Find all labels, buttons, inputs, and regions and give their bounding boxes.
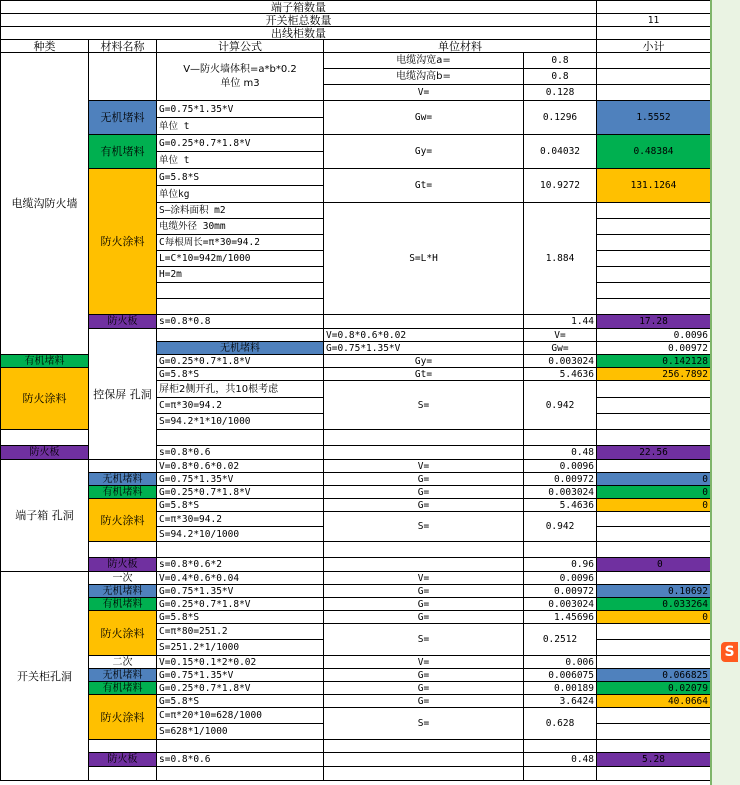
cell[interactable]	[157, 329, 324, 342]
formula[interactable]: L=C*10=942m/1000	[157, 251, 324, 267]
unit-value[interactable]: 0.00972	[597, 342, 711, 355]
param-label[interactable]: 电缆沟宽a=	[324, 53, 524, 69]
formula[interactable]: G=0.75*1.35*V	[157, 101, 324, 118]
subtotal[interactable]: 0	[597, 611, 711, 624]
formula[interactable]: G=5.8*S	[157, 499, 324, 512]
cell[interactable]	[597, 460, 711, 473]
formula[interactable]: G=0.25*0.7*1.8*V	[157, 598, 324, 611]
cell[interactable]	[597, 656, 711, 669]
column-header[interactable]: 小计	[597, 40, 711, 53]
switch-cabinet-total-label[interactable]: 开关柜总数量	[1, 14, 597, 27]
formula[interactable]: S=628*1/1000	[157, 724, 324, 740]
unit-value[interactable]: 0.2512	[524, 624, 597, 656]
unit-value[interactable]: 0.003024	[524, 486, 597, 499]
var[interactable]: Gt=	[324, 368, 524, 381]
cell[interactable]	[597, 69, 711, 85]
subtotal[interactable]: 256.7892	[597, 368, 711, 381]
cell[interactable]	[597, 85, 711, 101]
material-coating[interactable]: 防火涂料	[1, 368, 89, 430]
var[interactable]: Gy=	[324, 135, 524, 169]
material-coating[interactable]: 防火涂料	[89, 611, 157, 656]
cell[interactable]	[597, 251, 711, 267]
cell[interactable]	[597, 283, 711, 299]
formula[interactable]: C=π*80=251.2	[157, 624, 324, 640]
cell[interactable]	[324, 767, 524, 781]
cell[interactable]	[597, 398, 711, 414]
formula[interactable]: G=5.8*S	[157, 169, 324, 186]
cell[interactable]	[89, 53, 157, 101]
unit-value[interactable]: 5.4636	[524, 499, 597, 512]
material-board[interactable]: 防火板	[1, 446, 89, 460]
var[interactable]: G=	[324, 682, 524, 695]
cell[interactable]	[324, 753, 524, 767]
material-inorganic[interactable]: 无机堵料	[89, 101, 157, 135]
param-value[interactable]: 0.128	[524, 85, 597, 101]
cell[interactable]	[597, 53, 711, 69]
formula[interactable]: C=π*30=94.2	[157, 512, 324, 527]
formula[interactable]: s=0.8*0.8	[157, 315, 324, 329]
cell[interactable]	[597, 527, 711, 542]
cell[interactable]	[157, 283, 324, 299]
formula[interactable]: G=5.8*S	[157, 368, 324, 381]
var[interactable]: G=	[324, 585, 524, 598]
formula[interactable]: G=0.75*1.35*V	[157, 669, 324, 682]
cell[interactable]	[524, 430, 597, 446]
formula[interactable]: S=94.2*10/1000	[157, 527, 324, 542]
cell[interactable]	[324, 315, 524, 329]
formula[interactable]: S=94.2*1*10/1000	[157, 414, 324, 430]
column-header[interactable]: 单位材料	[324, 40, 597, 53]
var[interactable]: V=	[324, 460, 524, 473]
unit-value[interactable]: 0.006	[524, 656, 597, 669]
column-header[interactable]: 材料名称	[89, 40, 157, 53]
subtotal[interactable]: 17.28	[597, 315, 711, 329]
var[interactable]: G=	[324, 499, 524, 512]
unit-value[interactable]: 0.003024	[524, 355, 597, 368]
var[interactable]: Gw=	[524, 342, 597, 355]
unit-value[interactable]: 0.0096	[524, 572, 597, 585]
cell[interactable]	[324, 430, 524, 446]
material-organic[interactable]: 有机堵料	[89, 486, 157, 499]
unit-value[interactable]: 0.00189	[524, 682, 597, 695]
subtotal[interactable]: 0	[597, 486, 711, 499]
cell[interactable]	[524, 542, 597, 558]
cell[interactable]	[89, 767, 157, 781]
cell[interactable]	[597, 624, 711, 640]
formula[interactable]: G=0.75*1.35*V	[324, 342, 524, 355]
var[interactable]: S=	[324, 381, 524, 430]
subtotal[interactable]: 131.1264	[597, 169, 711, 203]
var[interactable]: S=L*H	[324, 203, 524, 315]
unit-value[interactable]: 1.45696	[524, 611, 597, 624]
cell[interactable]	[597, 724, 711, 740]
material-board[interactable]: 防火板	[89, 315, 157, 329]
material-inorganic[interactable]: 无机堵料	[157, 342, 324, 355]
subtotal[interactable]: 22.56	[597, 446, 711, 460]
subtotal[interactable]: 0	[597, 558, 711, 572]
cell[interactable]	[524, 740, 597, 753]
formula[interactable]: G=0.25*0.7*1.8*V	[157, 135, 324, 152]
unit-value[interactable]: 0.48	[524, 753, 597, 767]
cell[interactable]	[597, 542, 711, 558]
cell[interactable]	[157, 767, 324, 781]
cell[interactable]	[324, 558, 524, 572]
material-board[interactable]: 防火板	[89, 753, 157, 767]
material-board[interactable]: 防火板	[89, 558, 157, 572]
formula[interactable]: V=0.8*0.6*0.02	[157, 460, 324, 473]
cell[interactable]	[157, 740, 324, 753]
subtotal[interactable]: 0.02079	[597, 682, 711, 695]
formula[interactable]: G=5.8*S	[157, 695, 324, 708]
material-inorganic[interactable]: 无机堵料	[89, 473, 157, 486]
category-panel-hole[interactable]: 控保屏 孔洞	[89, 329, 157, 460]
volume-formula[interactable]: V—防火墙体积=a*b*0.2 单位 m3	[157, 53, 324, 101]
formula[interactable]: V=0.15*0.1*2*0.02	[157, 656, 324, 669]
cell[interactable]	[597, 219, 711, 235]
var[interactable]: Gy=	[324, 355, 524, 368]
terminal-box-qty-value[interactable]	[597, 1, 711, 14]
category-switch-cabinet-hole[interactable]: 开关柜孔洞	[1, 572, 89, 781]
subtotal[interactable]: 0	[597, 499, 711, 512]
material-organic[interactable]: 有机堵料	[89, 682, 157, 695]
material-coating[interactable]: 防火涂料	[89, 499, 157, 542]
var[interactable]: G=	[324, 669, 524, 682]
cell[interactable]	[597, 381, 711, 398]
formula[interactable]: 电缆外径 30mm	[157, 219, 324, 235]
formula[interactable]: 屏柜2侧开孔，共10根考虑	[157, 381, 324, 398]
subtotal[interactable]: 0.033264	[597, 598, 711, 611]
cell[interactable]	[157, 430, 324, 446]
subtotal[interactable]: 0.10692	[597, 585, 711, 598]
unit-value[interactable]: 1.884	[524, 203, 597, 315]
var[interactable]: Gt=	[324, 169, 524, 203]
cell[interactable]	[524, 767, 597, 781]
unit-value[interactable]: 0.003024	[524, 598, 597, 611]
subtotal[interactable]: 1.5552	[597, 101, 711, 135]
subtotal[interactable]: 0.066825	[597, 669, 711, 682]
formula[interactable]: S—涂料面积 m2	[157, 203, 324, 219]
window-edge	[710, 0, 740, 785]
unit-value[interactable]: 0.48	[524, 446, 597, 460]
unit-value[interactable]: 0.04032	[524, 135, 597, 169]
var[interactable]: Gw=	[324, 101, 524, 135]
category-cable-trench[interactable]: 电缆沟防火墙	[1, 53, 89, 355]
unit-value[interactable]: 0.0096	[597, 329, 711, 342]
material-inorganic[interactable]: 无机堵料	[89, 669, 157, 682]
cell[interactable]	[89, 460, 157, 473]
formula[interactable]: G=0.25*0.7*1.8*V	[157, 682, 324, 695]
unit-value[interactable]: 10.9272	[524, 169, 597, 203]
unit-value[interactable]: 1.44	[524, 315, 597, 329]
formula[interactable]: s=0.8*0.6*2	[157, 558, 324, 572]
var[interactable]: S=	[324, 512, 524, 542]
cell[interactable]	[597, 767, 711, 781]
formula-unit[interactable]: 单位kg	[157, 186, 324, 203]
category-terminal-box-hole[interactable]: 端子箱 孔洞	[1, 460, 89, 572]
cell[interactable]	[597, 640, 711, 656]
sub-label-secondary[interactable]: 二次	[89, 656, 157, 669]
cell[interactable]	[597, 414, 711, 430]
formula[interactable]: S=251.2*1/1000	[157, 640, 324, 656]
material-inorganic[interactable]: 无机堵料	[89, 585, 157, 598]
formula[interactable]: C=π*30=94.2	[157, 398, 324, 414]
material-coating[interactable]: 防火涂料	[89, 169, 157, 315]
unit-value[interactable]: 0.00972	[524, 585, 597, 598]
unit-value[interactable]: 0.00972	[524, 473, 597, 486]
subtotal[interactable]: 0.142128	[597, 355, 711, 368]
unit-value[interactable]: 5.4636	[524, 368, 597, 381]
cell[interactable]	[597, 740, 711, 753]
formula[interactable]: G=5.8*S	[157, 611, 324, 624]
param-label[interactable]: V=	[324, 85, 524, 101]
outlet-cabinet-qty-label[interactable]: 出线柜数量	[1, 27, 597, 40]
var[interactable]: G=	[324, 486, 524, 499]
var[interactable]: G=	[324, 598, 524, 611]
unit-value[interactable]: 0.1296	[524, 101, 597, 135]
input-method-logo-icon[interactable]: S	[721, 642, 738, 662]
cell[interactable]	[89, 740, 157, 753]
unit-value[interactable]: 3.6424	[524, 695, 597, 708]
material-organic[interactable]: 有机堵料	[89, 135, 157, 169]
cell[interactable]	[597, 267, 711, 283]
formula[interactable]: G=0.75*1.35*V	[157, 473, 324, 486]
subtotal[interactable]: 5.28	[597, 753, 711, 767]
cell[interactable]	[597, 299, 711, 315]
unit-value[interactable]: 0.942	[524, 512, 597, 542]
subtotal[interactable]: 0	[597, 473, 711, 486]
column-header[interactable]: 种类	[1, 40, 89, 53]
param-value[interactable]: 0.8	[524, 69, 597, 85]
cell[interactable]	[597, 512, 711, 527]
unit-value[interactable]: 0.96	[524, 558, 597, 572]
subtotal[interactable]: 40.0664	[597, 695, 711, 708]
var[interactable]: V=	[524, 329, 597, 342]
column-header-row	[1, 40, 711, 53]
cell[interactable]	[597, 572, 711, 585]
switch-cabinet-total-value[interactable]: 11	[597, 14, 711, 27]
cell[interactable]	[324, 542, 524, 558]
cell[interactable]	[324, 446, 524, 460]
var[interactable]: S=	[324, 708, 524, 740]
param-value[interactable]: 0.8	[524, 53, 597, 69]
formula[interactable]: V=0.8*0.6*0.02	[324, 329, 524, 342]
unit-value[interactable]: 0.006075	[524, 669, 597, 682]
cell[interactable]	[597, 235, 711, 251]
material-organic[interactable]: 有机堵料	[1, 355, 89, 368]
material-organic[interactable]: 有机堵料	[89, 598, 157, 611]
formula[interactable]: s=0.8*0.6	[157, 446, 324, 460]
var[interactable]: V=	[324, 572, 524, 585]
var[interactable]: S=	[324, 624, 524, 656]
formula[interactable]: G=0.25*0.7*1.8*V	[157, 486, 324, 499]
formula-unit[interactable]: 单位 t	[157, 118, 324, 135]
sub-label-primary[interactable]: 一次	[89, 572, 157, 585]
formula-unit[interactable]: 单位 t	[157, 152, 324, 169]
unit-value[interactable]: 0.628	[524, 708, 597, 740]
cell[interactable]	[597, 430, 711, 446]
cell[interactable]	[89, 542, 157, 558]
unit-value[interactable]: 0.0096	[524, 460, 597, 473]
formula[interactable]: s=0.8*0.6	[157, 753, 324, 767]
cell[interactable]	[157, 299, 324, 315]
column-header[interactable]: 计算公式	[157, 40, 324, 53]
formula[interactable]: H=2m	[157, 267, 324, 283]
cell[interactable]	[597, 203, 711, 219]
cell[interactable]	[597, 708, 711, 724]
var[interactable]: V=	[324, 656, 524, 669]
cell[interactable]	[157, 542, 324, 558]
var[interactable]: G=	[324, 473, 524, 486]
formula[interactable]: V=0.4*0.6*0.04	[157, 572, 324, 585]
param-label[interactable]: 电缆沟高b=	[324, 69, 524, 85]
outlet-cabinet-qty-value[interactable]	[597, 27, 711, 40]
formula[interactable]: C=π*20*10=628/1000	[157, 708, 324, 724]
formula[interactable]: G=0.25*0.7*1.8*V	[157, 355, 324, 368]
terminal-box-qty-label[interactable]: 端子箱数量	[1, 1, 597, 14]
unit-value[interactable]: 0.942	[524, 381, 597, 430]
cell[interactable]	[1, 430, 89, 446]
material-coating[interactable]: 防火涂料	[89, 695, 157, 740]
formula[interactable]: G=0.75*1.35*V	[157, 585, 324, 598]
subtotal[interactable]: 0.48384	[597, 135, 711, 169]
var[interactable]: G=	[324, 695, 524, 708]
cell[interactable]	[324, 740, 524, 753]
formula[interactable]: C每根周长=π*30=94.2	[157, 235, 324, 251]
var[interactable]: G=	[324, 611, 524, 624]
